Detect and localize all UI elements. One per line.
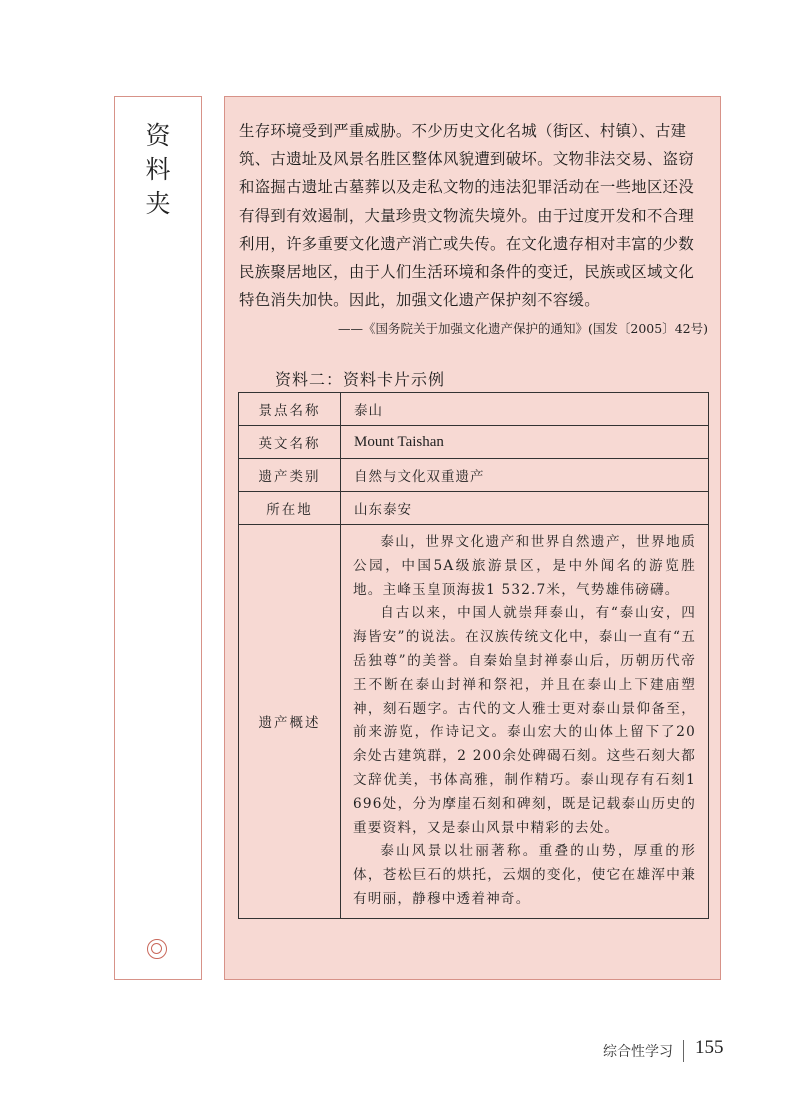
row-label: 所在地	[239, 492, 341, 525]
sidebar-title-char: 夹	[145, 189, 171, 218]
sidebar-title	[115, 119, 201, 221]
page-number: 155	[695, 1037, 724, 1058]
footer-section-label: 综合性学习	[603, 1044, 673, 1060]
table-row	[239, 426, 709, 459]
content-panel	[224, 96, 721, 980]
card-title: 资料二：资料卡片示例	[275, 370, 446, 389]
row-value: 山东泰安	[341, 492, 709, 525]
sidebar-box	[114, 96, 202, 980]
description-paragraph: 泰山风景以壮丽著称。重叠的山势，厚重的形体，苍松巨石的烘托，云烟的变化，使它在雄浑中兼有明丽，静穆中透着神奇。	[353, 843, 696, 907]
row-label: 遗产类别	[239, 459, 341, 492]
intro-paragraph: 生存环境受到严重威胁。不少历史文化名城（街区、村镇）、古建筑、古遗址及风景名胜区整体风貌遭到破坏。文物非法交易、盗窃和盗掘古遗址古墓葬以及走私文物的违法犯罪活动在一些地区还没有得到有效遏制，大量珍贵文物流失境外。由于过度开发和不合理利用，许多重要文化遗产消亡或失传。在文化遗存相对丰富的少数民族聚居地区，由于人们生活环境和条件的变迁，民族或区域文化特色消失加快。因此，加强文化遗产保护刻不容缓。	[239, 122, 695, 310]
sidebar-title-char: 料	[145, 155, 171, 184]
table-row	[239, 459, 709, 492]
double-circle-icon	[147, 939, 167, 959]
description-paragraph: 泰山，世界文化遗产和世界自然遗产，世界地质公园，中国5A级旅游景区，是中外闻名的游览胜地。主峰玉皇顶海拔1 532.7米，气势雄伟磅礴。	[353, 534, 696, 598]
row-value: Mount Taishan	[341, 426, 709, 459]
row-value: 自然与文化双重遗产	[341, 459, 709, 492]
footer-divider	[683, 1040, 684, 1062]
table-row	[239, 492, 709, 525]
row-label: 景点名称	[239, 393, 341, 426]
description-cell	[341, 525, 709, 919]
row-label: 遗产概述	[239, 525, 341, 919]
row-value: 泰山	[341, 393, 709, 426]
table-row	[239, 525, 709, 919]
description-paragraph: 自古以来，中国人就崇拜泰山，有“泰山安，四海皆安”的说法。在汉族传统文化中，泰山一直有“五岳独尊”的美誉。自秦始皇封禅泰山后，历朝历代帝王不断在泰山封禅和祭祀，并且在泰山上下建庙塑神，刻石题字。古代的文人雅士更对泰山景仰备至，前来游览，作诗记文。泰山宏大的山体上留下了20余处古建筑群，2 200余处碑碣石刻。这些石刻大都文辞优美，书体高雅，制作精巧。泰山现存有石刻1 696处，分为摩崖石刻和碑刻，既是记载泰山历史的重要资料，又是泰山风景中精彩的去处。	[353, 605, 696, 836]
info-card-table	[238, 392, 709, 919]
sidebar-title-char: 资	[145, 121, 171, 150]
source-citation: ——《国务院关于加强文化遗产保护的通知》(国发〔2005〕42号)	[338, 321, 708, 336]
row-label: 英文名称	[239, 426, 341, 459]
table-row	[239, 393, 709, 426]
